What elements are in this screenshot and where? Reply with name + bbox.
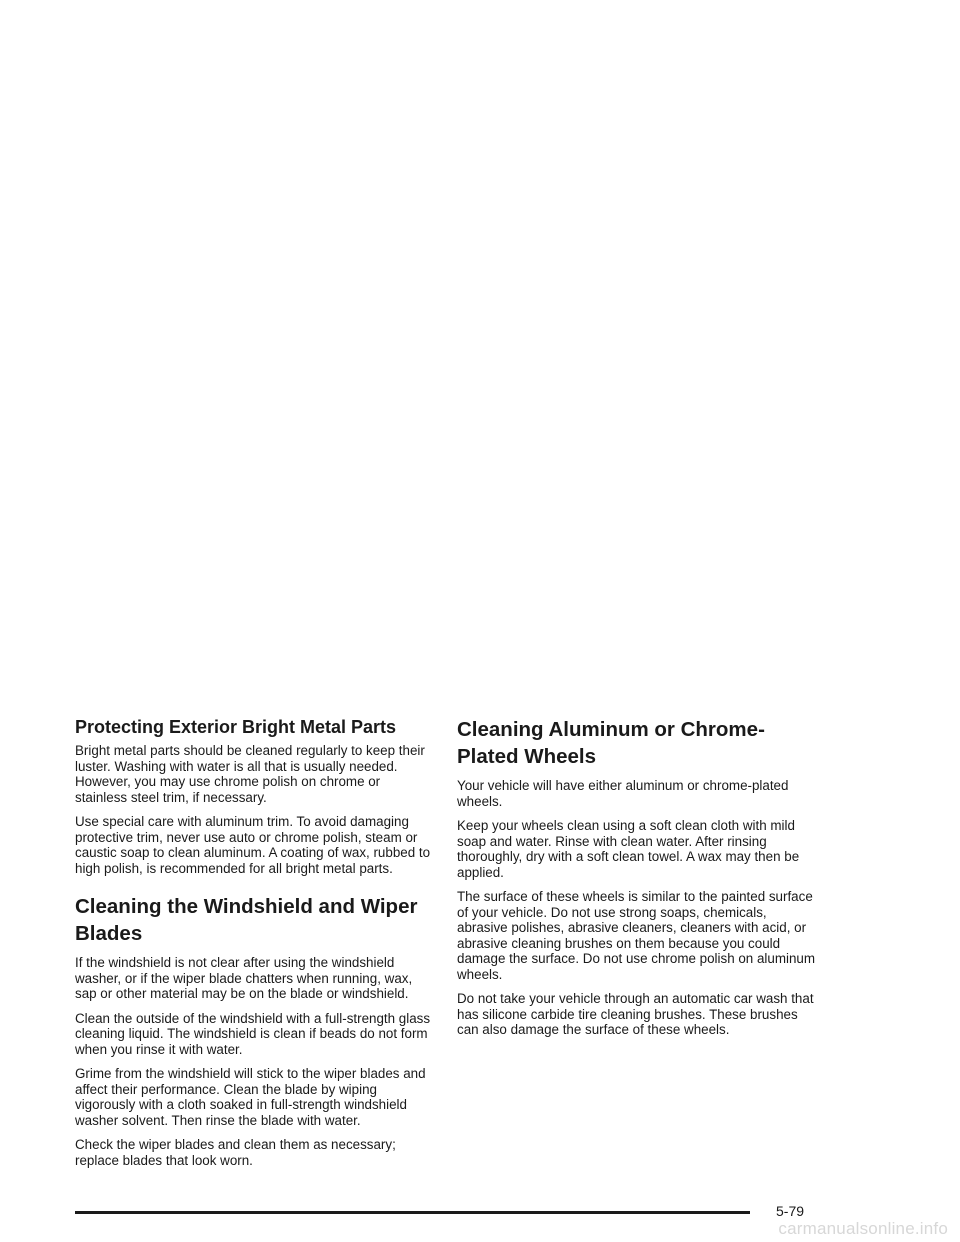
paragraph: The surface of these wheels is similar to the painted surface of your vehicle. Do not use strong soaps, chemicals, abrasive polishes, abrasive cleaners, cleaners with acid, or abrasive cleaning brushes on them because you could damage the surface. Do not use chrome polish on aluminum wheels. (457, 889, 816, 982)
page-number: 5-79 (776, 1203, 805, 1219)
paragraph: Use special care with aluminum trim. To avoid damaging protective trim, never use auto or chrome polish, steam or caustic soap to clean aluminum. A coating of wax, rubbed to high polish, is recommended for all bright metal parts. (75, 814, 431, 876)
watermark: carmanualsonline.info (778, 1219, 948, 1238)
paragraph: Grime from the windshield will stick to the wiper blades and affect their performance. Clean the blade by wiping vigorously with a cloth soaked in full-strength windshield washer solvent. Then rinse the blade with water. (75, 1066, 426, 1128)
paragraph: Your vehicle will have either aluminum or chrome-plated wheels. (457, 778, 789, 809)
paragraph: Keep your wheels clean using a soft clean cloth with mild soap and water. Rinse with clean water. After rinsing thoroughly, dry with a soft clean towel. A wax may then be applied. (457, 818, 800, 880)
right-column (457, 716, 817, 1047)
paragraph: Clean the outside of the windshield with a full-strength glass cleaning liquid. The windshield is clean if beads do not form when you rinse it with water. (75, 1010, 431, 1057)
footer-rule (75, 1211, 750, 1214)
section-heading-windshield: Cleaning the Windshield and Wiper Blades (75, 895, 418, 945)
paragraph: Check the wiper blades and clean them as necessary; replace blades that look worn. (75, 1137, 396, 1168)
paragraph: Bright metal parts should be cleaned regularly to keep their luster. Washing with water is all that is usually needed. However, you may use chrome polish on chrome or stainless steel trim, if necessary. (75, 743, 425, 805)
left-column (75, 716, 435, 1177)
section-heading-bright-metal: Protecting Exterior Bright Metal Parts (75, 717, 397, 737)
section-heading-wheels: Cleaning Aluminum or Chrome-Plated Wheels (457, 718, 765, 768)
paragraph: If the windshield is not clear after using the windshield washer, or if the wiper blade chatters when running, wax, sap or other material may be on the blade or windshield. (75, 955, 413, 1001)
paragraph: Do not take your vehicle through an automatic car wash that has silicone carbide tire cleaning brushes. These brushes can also damage the surface of these wheels. (457, 991, 814, 1037)
